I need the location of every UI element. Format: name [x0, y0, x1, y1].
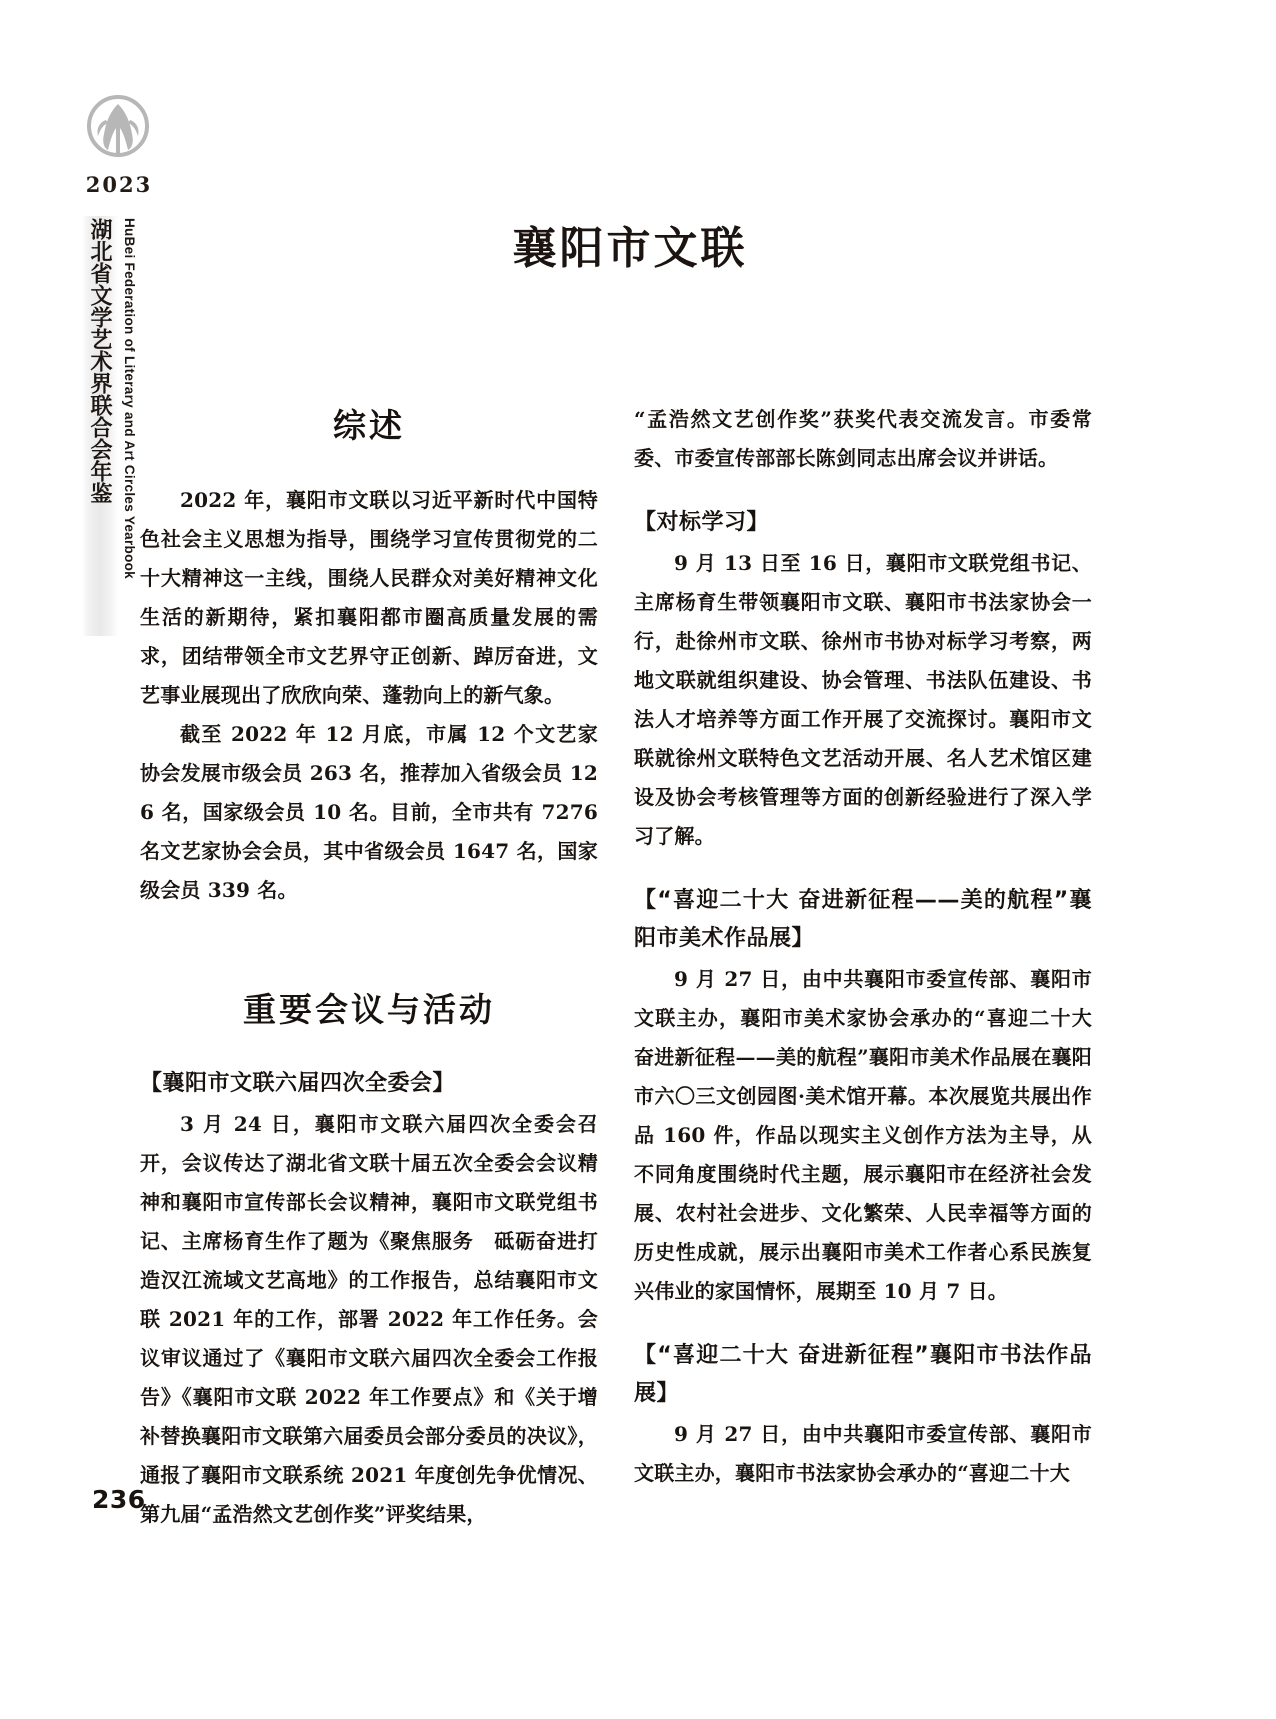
column-left: [140, 400, 598, 1534]
page-header: [140, 180, 1090, 276]
subsection-heading-calligraphy-exhibition: 【“喜迎二十大 奋进新征程”襄阳市书法作品展】: [634, 1343, 1092, 1406]
subsection-heading-art-exhibition: 【“喜迎二十大 奋进新征程——美的航程”襄阳市美术作品展】: [634, 888, 1092, 951]
column-right: [634, 400, 1092, 1534]
subsection-paragraph-calligraphy-exhibition: 9 月 27 日，由中共襄阳市委宣传部、襄阳市文联主办，襄阳市书法家协会承办的“喜迎二十大: [634, 1422, 1092, 1485]
spine-title-chinese: 湖北省文学艺术界联合会年鉴: [87, 218, 113, 504]
overview-paragraph-2: 截至 2022 年 12 月底，市属 12 个文艺家协会发展市级会员 263 名，推荐加入省级会员 126 名，国家级会员 10 名。目前，全市共有 7276 名文艺家协会会员，其中省级会员 1647 名，国家级会员 339 名。: [140, 722, 598, 902]
section-heading-meetings: 重要会议与活动: [243, 990, 495, 1029]
subsection-paragraph-benchmark-study: 9 月 13 日至 16 日，襄阳市文联党组书记、主席杨育生带领襄阳市文联、襄阳市书法家协会一行，赴徐州市文联、徐州市书协对标学习考察，两地文联就组织建设、协会管理、书法队伍建设、书法人才培养等方面工作开展了交流探讨。襄阳市文联就徐州文联特色文艺活动开展、名人艺术馆区建设及协会考核管理等方面的创新经验进行了深入学习了解。: [634, 551, 1092, 848]
federation-emblem-icon: [82, 92, 154, 164]
subsection-heading-benchmark-study: 【对标学习】: [634, 510, 770, 535]
page-number: 236: [92, 1485, 146, 1514]
continuation-paragraph: “孟浩然文艺创作奖”获奖代表交流发言。市委常委、市委宣传部部长陈剑同志出席会议并讲话。: [634, 407, 1092, 470]
spine-title-english: HuBei Federation of Literary and Art Circles Yearbook: [122, 218, 137, 579]
body-columns: [140, 400, 1092, 1534]
year-badge: 2023: [85, 172, 153, 197]
subsection-paragraph-art-exhibition: 9 月 27 日，由中共襄阳市委宣传部、襄阳市文联主办，襄阳市美术家协会承办的“喜迎二十大 奋进新征程——美的航程”襄阳市美术作品展在襄阳市六〇三文创园图·美术馆开幕。本次展览共展出作品 160 件，作品以现实主义创作方法为主导，从不同角度围绕时代主题，展示襄阳市在经济社会发展、农村社会进步、文化繁荣、人民幸福等方面的历史性成就，展示出襄阳市美术工作者心系民族复兴伟业的家国情怀，展期至 10 月 7 日。: [634, 967, 1092, 1303]
page-title: 襄阳市文联: [512, 223, 748, 274]
subsection-paragraph-plenary: 3 月 24 日，襄阳市文联六届四次全委会召开，会议传达了湖北省文联十届五次全委会会议精神和襄阳市宣传部长会议精神，襄阳市文联党组书记、主席杨育生作了题为《聚焦服务 砥砺奋进打造汉江流域文艺高地》的工作报告，总结襄阳市文联 2021 年的工作，部署 2022 年工作任务。会议审议通过了《襄阳市文联六届四次全委会工作报告》《襄阳市文联 2022 年工作要点》和《关于增补替换襄阳市文联第六届委员会部分委员的决议》，通报了襄阳市文联系统 2021 年度创先争优情况、第九届“孟浩然文艺创作奖”评奖结果，: [140, 1112, 598, 1526]
overview-paragraph-1: 2022 年，襄阳市文联以习近平新时代中国特色社会主义思想为指导，围绕学习宣传贯彻党的二十大精神这一主线，围绕人民群众对美好精神文化生活的新期待，紧扣襄阳都市圈高质量发展的需求，团结带领全市文艺界守正创新、踔厉奋进，文艺事业展现出了欣欣向荣、蓬勃向上的新气象。: [140, 488, 598, 707]
subsection-heading-plenary: 【襄阳市文联六届四次全委会】: [140, 1071, 456, 1096]
section-heading-overview: 综述: [333, 406, 405, 445]
